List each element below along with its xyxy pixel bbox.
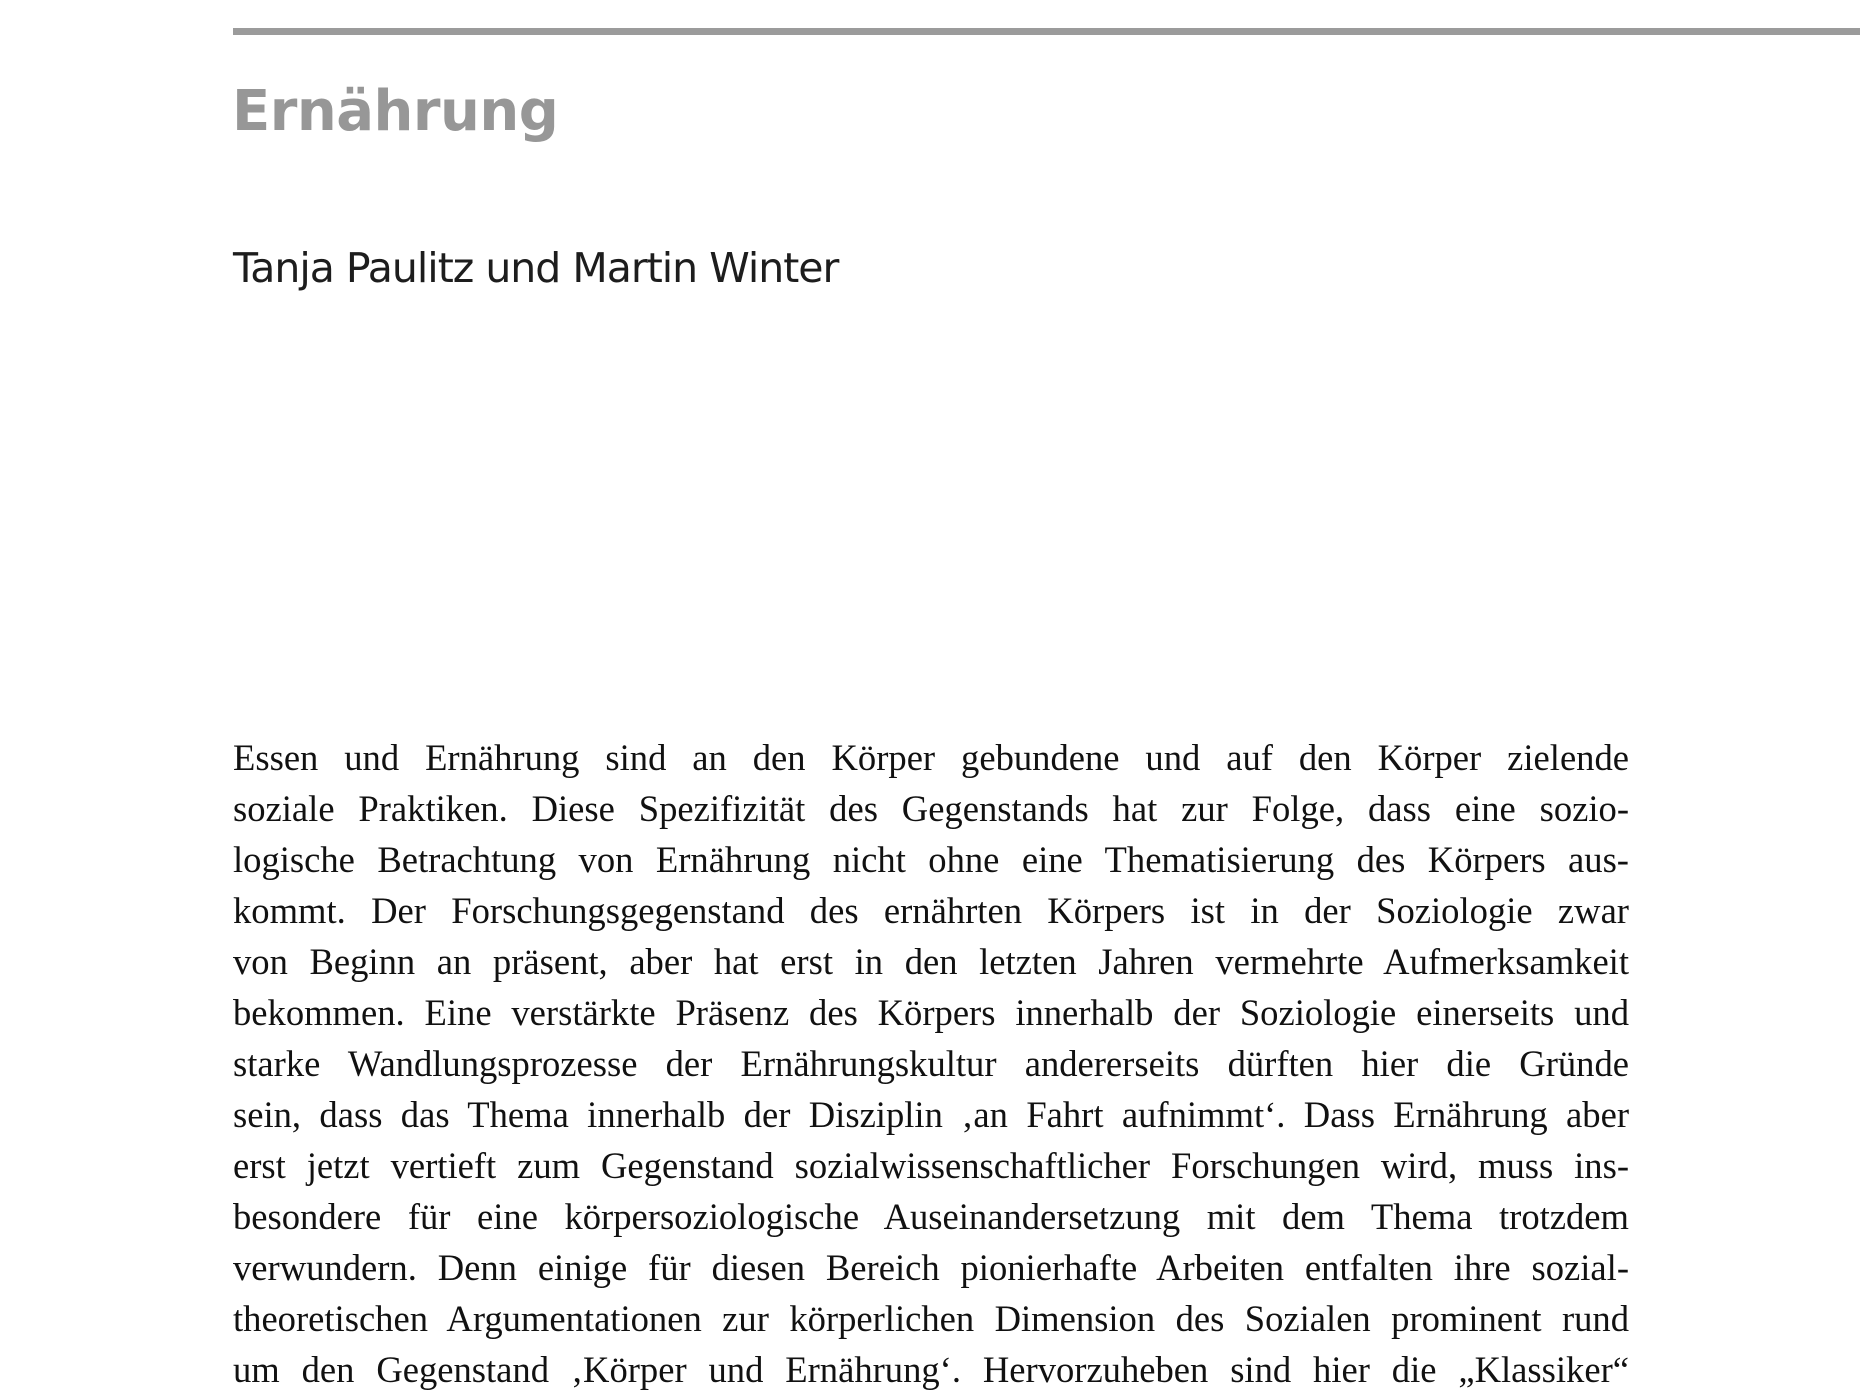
- body-line: kommt. Der Forschungsgegenstand des ernährten Körpers ist in der Soziologie zwar: [233, 890, 1629, 931]
- body-line: bekommen. Eine verstärkte Präsenz des Körpers innerhalb der Soziologie einerseits und: [233, 992, 1629, 1033]
- body-line: theoretischen Argumentationen zur körperlichen Dimension des Sozialen prominent rund: [233, 1298, 1629, 1339]
- body-line: um den Gegenstand ‚Körper und Ernährung‘. Hervorzuheben sind hier die „Klassiker“: [233, 1349, 1629, 1390]
- body-line: starke Wandlungsprozesse der Ernährungskultur andererseits dürften hier die Gründe: [233, 1043, 1629, 1084]
- body-paragraph: [233, 732, 1629, 1395]
- chapter-authors: Tanja Paulitz und Martin Winter: [233, 244, 839, 292]
- top-rule-divider: [233, 28, 1860, 35]
- body-line: von Beginn an präsent, aber hat erst in den letzten Jahren vermehrte Aufmerksamkeit: [233, 941, 1629, 982]
- chapter-title: Ernährung: [232, 79, 559, 144]
- body-line: logische Betrachtung von Ernährung nicht ohne eine Thematisierung des Körpers aus-: [233, 839, 1629, 880]
- body-line: erst jetzt vertieft zum Gegenstand sozialwissenschaftlicher Forschungen wird, muss ins-: [233, 1145, 1629, 1186]
- body-line: sein, dass das Thema innerhalb der Disziplin ‚an Fahrt aufnimmt‘. Dass Ernährung aber: [233, 1094, 1629, 1135]
- body-line: soziale Praktiken. Diese Spezifizität des Gegenstands hat zur Folge, dass eine sozio-: [233, 788, 1629, 829]
- body-line: Essen und Ernährung sind an den Körper gebundene und auf den Körper zielende: [233, 737, 1629, 778]
- body-line: verwundern. Denn einige für diesen Bereich pionierhafte Arbeiten entfalten ihre sozial-: [233, 1247, 1629, 1288]
- body-line: besondere für eine körpersoziologische Auseinandersetzung mit dem Thema trotzdem: [233, 1196, 1629, 1237]
